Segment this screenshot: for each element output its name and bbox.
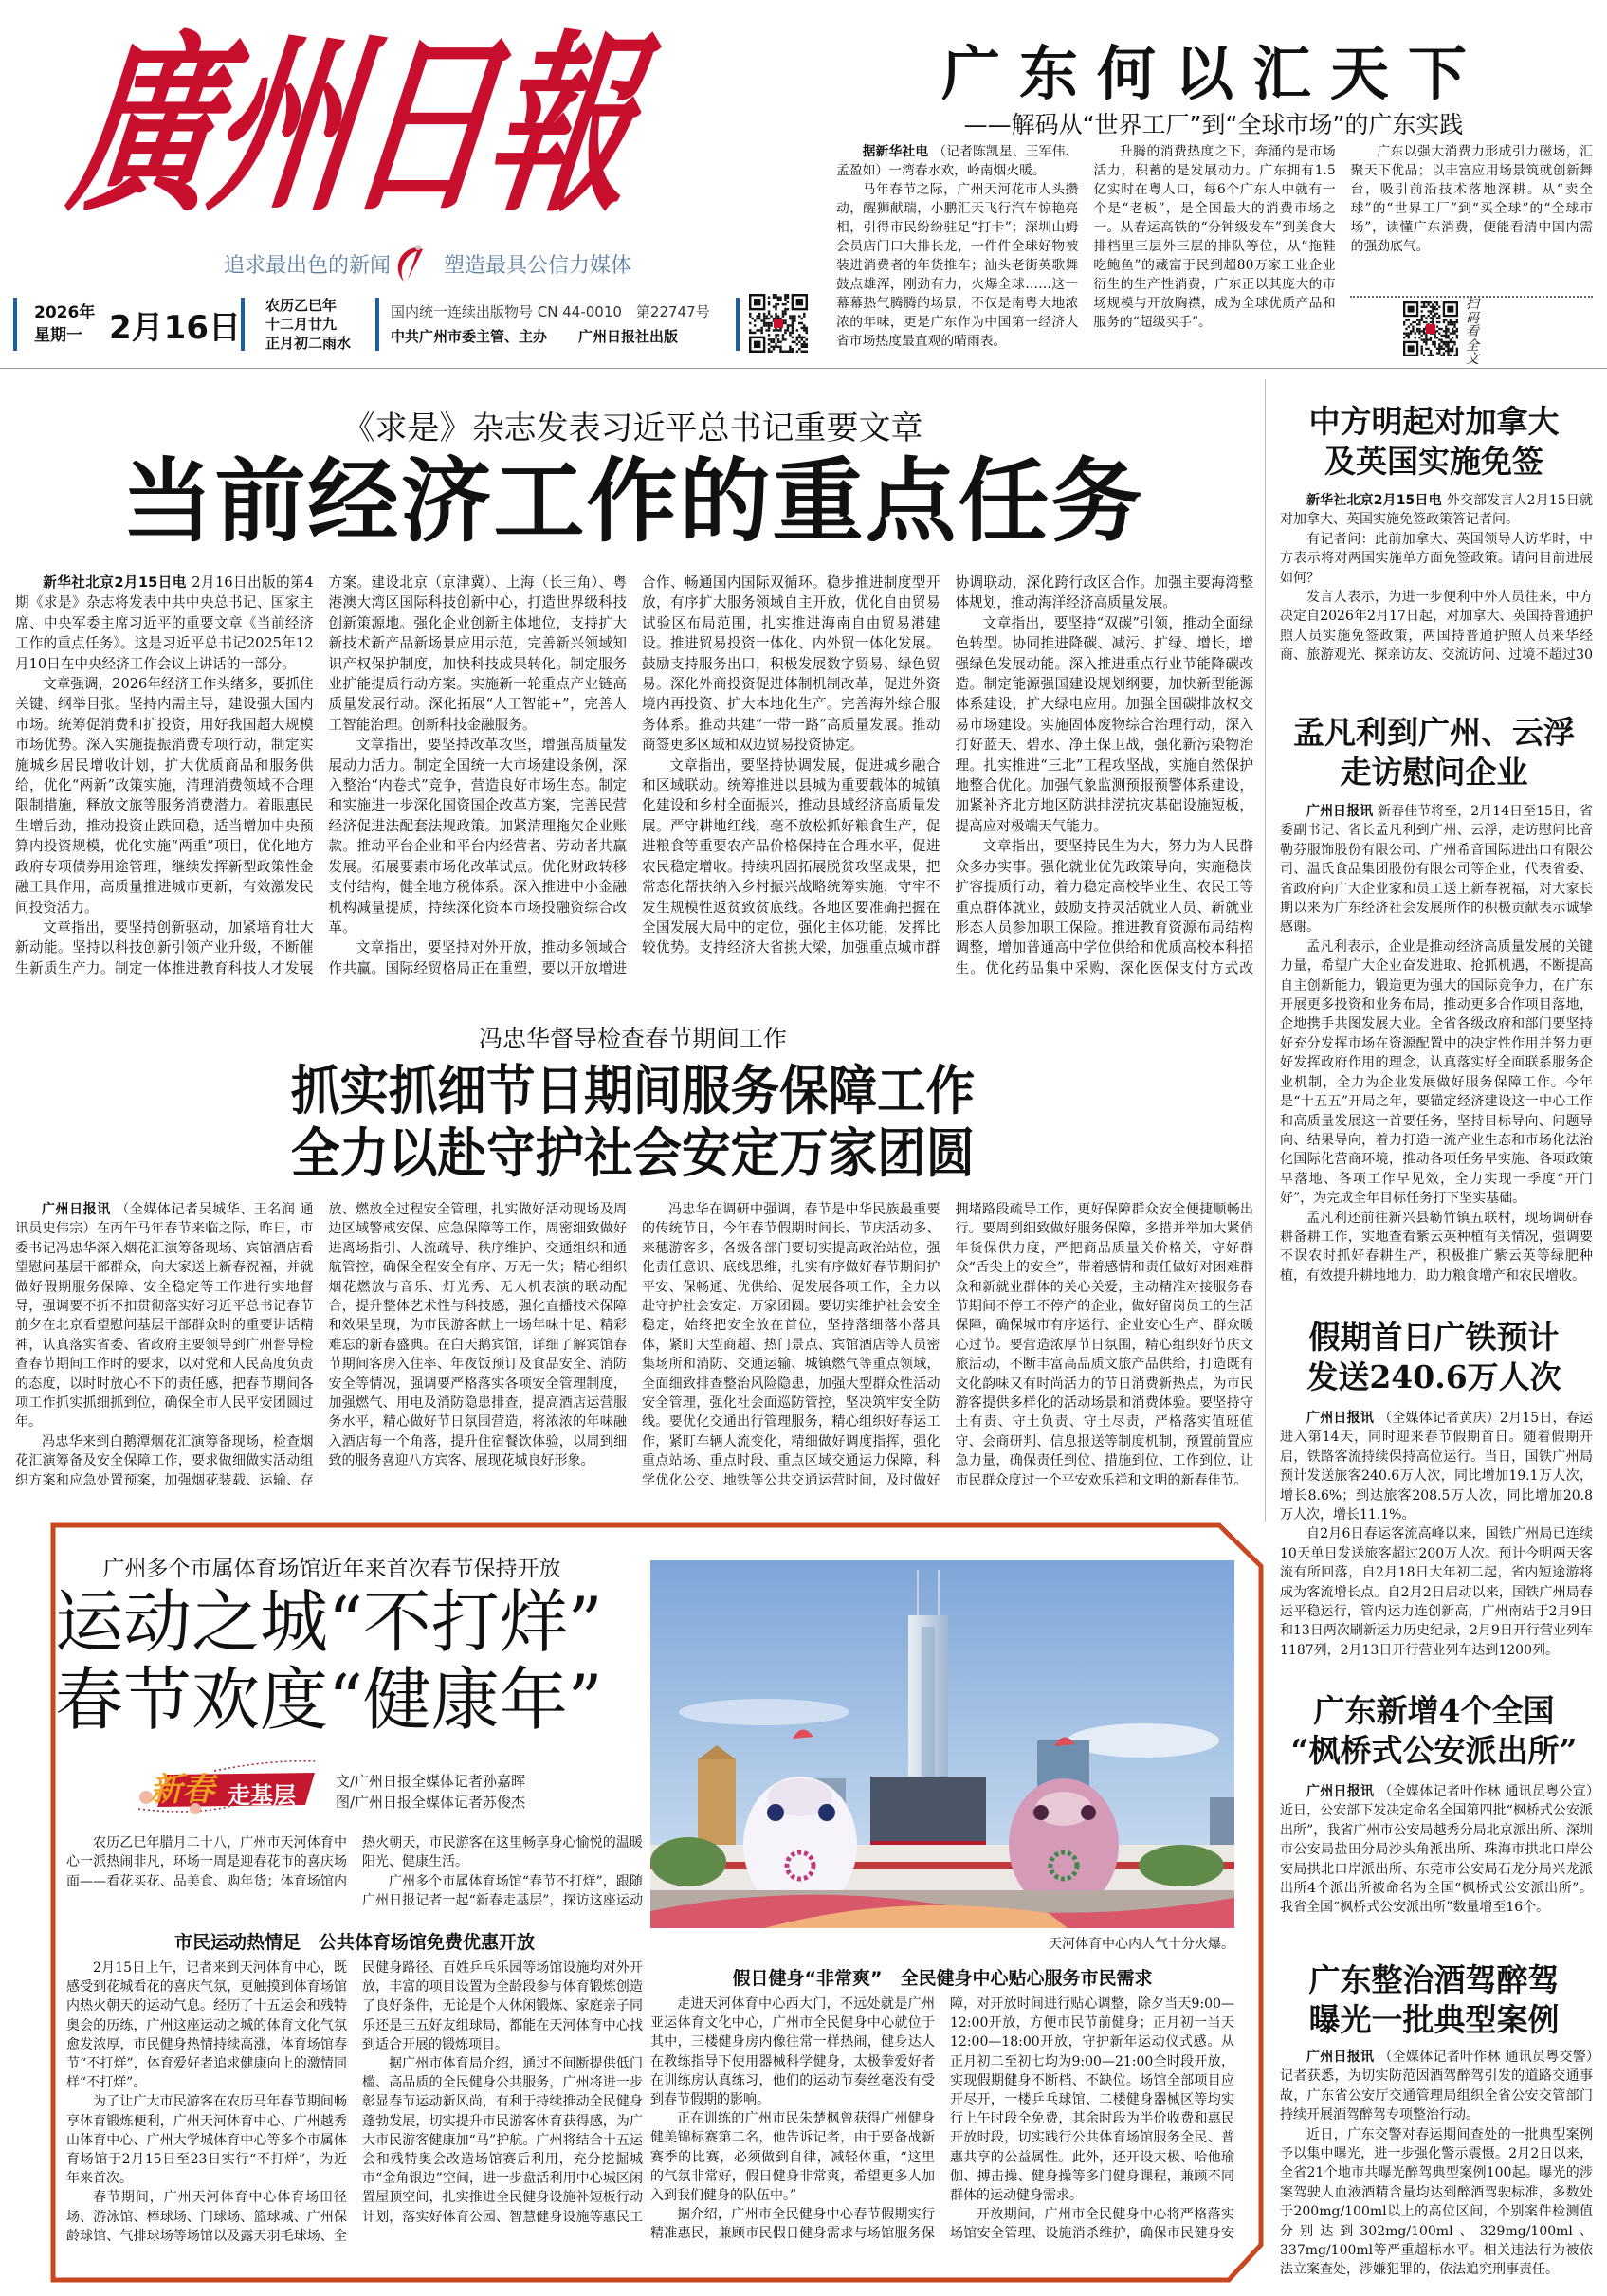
drunk-driving-headline[interactable]	[1275, 1960, 1593, 2040]
divider	[375, 298, 379, 351]
paragraph: 春节期间，广州天河体育中心体育场田径场、游泳馆、棒球场、门球场、篮球城、广州保龄球馆、气排球场等场馆以及露天羽毛球场、全民健身路径、百姓乒乓乐园等场馆设施均对外开放，丰富的项目设置为全龄段参与体育锻炼创造了良好条件，无论是个人休闲锻炼、家庭亲子同乐还是三五好友组球局，都能在天河体育中心找到适合开展的锻炼项目。	[66, 1960, 643, 2244]
dateline: 广州日报讯	[1306, 1411, 1379, 1426]
dateline: 广州日报讯	[1306, 804, 1379, 819]
big-screen	[870, 1777, 986, 1841]
second-headline[interactable]	[64, 1060, 1202, 1185]
paragraph: 农历乙巳年腊月二十八，广州市天河体育中心一派热闹非凡，环场一周是迎春花市的喜庆场面——看花买花、品美食、购年货；体育场馆内热火朝天，市民游客在这里畅享身心愉悦的温暖阳光、健康生活。	[66, 1835, 643, 1889]
second-kicker: 冯忠华督导检查春节期间工作	[478, 1025, 787, 1052]
police-body	[1280, 1782, 1593, 1943]
top-feature-title[interactable]: 广东何以汇天下	[940, 39, 1486, 108]
dateline: 广州日报讯	[1306, 1784, 1379, 1799]
photo-caption: 天河体育中心内人气十分火爆。	[1049, 1937, 1234, 1952]
paragraph: 据广州市体育局介绍，通过不间断提供低门槛、高品质的全民健身公共服务，广州将进一步彰显春节运动新风尚，有利于持续推动全民健身蓬勃发展，切实提升市民游客体育获得感，为广大市民游客健康加“马”护航。广州将结合十五运会和残特奥会改造场馆赛后利用，充分挖掘城市“金角银边”空间，进一步盘活利用中心城区闲置屋顶空间，扎实推进全民健身设施补短板行动计划，落实好体育公园、智慧健身设施等惠民工	[362, 2056, 643, 2225]
box-section1-body	[66, 1959, 643, 2260]
headline-line: 广东新增4个全国	[1313, 1692, 1555, 1729]
paragraph: 马年春节之际，广州天河花市人头攒动，醒狮献瑞，小鹏汇天飞行汽车惊艳亮相，引得市民纷纷驻足“打卡”；深圳山姆会员店门口大排长龙，一件件全球好物被装进消费者的年货推车；汕头老街英歌舞鼓点雄浑，刚劲有力，火爆全球……这一幕幕热气腾腾的场景，不仅是南粤大地浓浓的年味，更是广东作为中国第一经济大省市场热度最直观的晴雨表。	[836, 182, 1079, 349]
headline-line: 及英国实施免签	[1324, 443, 1543, 480]
drunk-driving-body	[1280, 2048, 1593, 2292]
paragraph: 文章指出，要坚持协调发展，促进城乡融合和区域联动。统筹推进以县城为重要载体的城镇化建设和乡村全面振兴，推动县域经济高质量发展。严守耕地红线，毫不放松抓好粮食生产，促进粮食等重要农产品价格保持在合理水平，促进农民稳定增收。持续巩固拓展脱贫攻坚成果，把常态化帮扶纳入乡村振兴战略统筹实施，守牢不发生规模性返贫致贫底线。各地区要准确把握在全国发展大局中的定位，强化主体功能，发挥比较优势。支持经济大省挑大梁，加强重点城市群协调联动，深化跨行政区合作。加强主要海湾整体规划，推动海洋经济高质量发展。	[642, 574, 1253, 957]
byline-text: 文/广州日报全媒体记者孙嘉晖	[336, 1773, 526, 1790]
new-spring-badge	[129, 1758, 319, 1814]
dateline: 广州日报讯	[1306, 2050, 1379, 2065]
tree	[650, 1837, 726, 1886]
paragraph: 正在训练的广州市民朱楚枫曾获得广州健身健美锦标赛第二名，他告诉记者，由于要备战新赛季的比赛，必须做到自律，减轻体重，“这里的气氛非常好，假日健身非常爽，希望更多人加入到我们健身的队伍中。”	[650, 2111, 935, 2204]
paragraph: 广州日报讯 （全媒体记者叶作林 通讯员粤交警）记者获悉，为切实防范因酒驾醉驾引发的道路交通事故，广东省公安厅交通管理局组织全省公安交管部门持续开展酒驾醉驾专项整治行动。	[1280, 2050, 1593, 2123]
cloud	[679, 1699, 849, 1725]
paragraph: 文章指出，要坚持民生为大，努力为人民群众多办实事。强化就业优先政策导向，实施稳岗扩容提质行动，着力稳定高校毕业生、农民工等重点群体就业，鼓励支持灵活就业人员、新就业形态人员参加职工保险。推进教育资源布局结构调整，增加普通高中学位供给和优质高校本科招生。优化药品集中采购，深化医保支付方式改	[955, 838, 1253, 976]
headline-line: 走访慰问企业	[1340, 754, 1528, 791]
rail-headline[interactable]	[1275, 1318, 1593, 1397]
paragraph: 广州多个市属体育场馆“春节不打烊”，跟随广州日报记者一起“新春走基层”，探访这座运动	[362, 1873, 643, 1909]
box-headline[interactable]	[55, 1583, 652, 1739]
meng-body	[1280, 802, 1593, 1295]
paragraph: 开放期间，广州市全民健身中心将严格落实场馆安全管理、设施消杀维护，确保市民健身安	[950, 2207, 1234, 2242]
date-year: 2026年	[34, 303, 96, 322]
paragraph: 孟凡利还前往新兴县簕竹镇五联村，现场调研春耕备耕工作，实地查看紫云英种植有关情况，强调要不误农时抓好春耕生产，积极推广紫云英等绿肥种植，有效提升耕地地力，助力粮食增产和农民增收。	[1280, 1210, 1593, 1284]
box-kicker: 广州多个市属体育场馆近年来首次春节保持开放	[102, 1557, 561, 1581]
headline-line: “枫桥式公安派出所”	[1290, 1732, 1578, 1769]
headline-line: 孟凡利到广州、云浮	[1293, 714, 1575, 751]
lunar-date	[265, 296, 351, 353]
box-section1-heading: 市民运动热情足 公共体育场馆免费优惠开放	[173, 1932, 535, 1953]
paragraph: 文章指出，要坚持对外开放，推动多领域合作共赢。国际经贸格局正在重塑，要以开放增进合作、畅通国内国际双循环。稳步推进制度型开放，有序扩大服务领域自主开放，优化自由贸易试验区布局范围，扎实推进海南自由贸易港建设。推进贸易投资一体化、内外贸一体化发展。鼓励支持服务出口，积极发展数字贸易、绿色贸易。深化外商投资促进体制机制改革，促进外资境内再投资、扩大本地化生产。完善海外综合服务体系。推动共建“一带一路”高质量发展。推动商签更多区域和双边贸易投资协定。	[328, 574, 940, 976]
paragraph: 文章指出，要坚持创新驱动，加紧培育壮大新动能。坚持以科技创新引领产业升级，不断催生新质生产力。制定一体推进教育科技人才发展方案。建设北京（京津冀）、上海（长三角）、粤港澳大湾区国际科技创新中心，打造世界级科技创新策源地。强化企业创新主体地位，支持扩大新技术新产品新场景应用示范，完善新兴领域知识产权保护制度，加快科技成果转化。制定服务业扩能提质行动方案。实施新一轮重点产业链高质量发展行动。深化拓展“人工智能+”，完善人工智能治理。创新科技金融服务。	[15, 574, 627, 976]
tianhe-sports-center-photo[interactable]	[650, 1560, 1234, 1928]
tree	[1139, 1845, 1224, 1886]
headline-line: 全力以赴守护社会安定万家团圆	[290, 1122, 976, 1185]
divider	[241, 298, 245, 351]
paragraph: 冯忠华在调研中强调，春节是中华民族最重要的传统节日，今年春节假期时间长、节庆活动多、来穗游客多，各级各部门要切实提高政治站位，强化责任意识、底线思维，扎实有序做好春节期间护平安、保畅通、优供给、促发展各项工作，全力以赴守护社会安定、万家团圆。要切实维护社会安全稳定，始终把安全放在首位，坚持落细落小落具体，紧盯大型商超、热门景点、宾馆酒店等人员密集场所和消防、交通运输、城镇燃气等重点领域，全面细致排查整治风险隐患，加强大型群众性活动安全管理，强化社会面巡防管控，坚决筑牢安全防线。要优化交通出行管理服务，精心组织好春运工作，紧盯车辆人流变化，精细做好调度指挥，强化重点站场、重点时段、重点区域交通运力保障，科学优化公交、地铁等公共交通运营时间，及时做好拥堵路段疏导工作，更好保障群众安全便捷顺畅出行。要周到细致做好服务保障，多措并举加大紧俏年货保供力度，严把商品质量关价格关，守好群众“舌尖上的安全”，带着感情和责任做好对困难群众和新就业群体的关心关爱，主动精准对接服务春节期间不停工不停产的企业，做好留岗员工的生活保障，确保城市有序运行、企业安心生产、群众暖心过节。要营造浓厚节日氛围，精心组织好节庆文旅活动，不断丰富高品质文旅产品供给，打造既有文化韵味又有时尚活力的节日消费新热点，为市民游客提供多样化的活动场景和消费体验。要坚持守土有责、守土负责、守土尽责，严格落实值班值守、会商研判、信息报送等制度机制，预置前置应急力量，确保责任到位、措施到位、工作到位，让市民群众度过一个平安欢乐祥和文明的新春佳节。	[642, 1202, 1253, 1488]
lunar-line: 农历乙巳年	[265, 297, 338, 314]
paragraph: 新华社北京2月15日电 外交部发言人2月15日就对加拿大、英国实施免签政策答记者问。	[1280, 493, 1593, 528]
second-body	[15, 1200, 1253, 1503]
publication-number: 国内统一连续出版物号 CN 44-0010 第22747号	[391, 303, 710, 320]
qr-code[interactable]	[749, 294, 808, 353]
top-feature-subtitle: ——解码从“世界工厂”到“全球市场”的广东实践	[963, 111, 1464, 138]
paragraph: 自2月6日春运客流高峰以来，国铁广州局已连续10天单日发送旅客超过200万人次。预计今明两天客流有所回落，自2月18日大年初二起，省内短途游将成为客流增长点。自2月2日启动以来，国铁广州局春运平稳运行，管内运力连创新高，广州南站于2月9日和13日两次刷新运力历史纪录，2月9日开行营业列车1187列，2月13日开行营业列车达到1200列。	[1280, 1526, 1593, 1658]
headline-line: 曝光一批典型案例	[1308, 2001, 1560, 2038]
paragraph: 广州日报讯 新春佳节将至，2月14日至15日，省委副书记、省长孟凡利到广州、云浮，走访慰问比音勒芬服饰股份有限公司、广州希音国际进出口有限公司、温氏食品集团股份有限公司等企业，代表省委、省政府向广大企业家和员工送上新春祝福，对大家长期以来为广东经济社会发展所作的积极贡献表示诚挚感谢。	[1280, 804, 1593, 936]
paragraph: 广州日报讯 （全媒体记者黄庆）2月15日，春运进入第14天，同时迎来春节假期首日。随着假期开启，铁路客流持续保持高位运行。当日，国铁广州局预计发送旅客240.6万人次，同比增加19.1万人次，增长8.6%；到达旅客208.5万人次，同比增加20.8万人次，增长11.1%。	[1280, 1411, 1593, 1523]
lunar-line: 十二月廿九	[265, 316, 338, 333]
box-section2-body	[650, 1995, 1234, 2262]
dateline: 广州日报讯	[42, 1202, 117, 1217]
paragraph: 近日，广东交警对春运期间查处的一批典型案例予以集中曝光，进一步强化警示震慑。2月2日以来，全省21个地市共曝光醉驾典型案例100起。曝光的涉案驾驶人血液酒精含量均达到醉酒驾驶标准，多数处于200mg/100ml以上的高位区间，个别案件检测值分别达到302mg/100ml、329mg/100ml、337mg/100ml等严重超标水平。相关违法行为被依法立案查处，涉嫌犯罪的，依法追究刑事责任。	[1280, 2126, 1593, 2278]
date-main: 2月16日	[109, 309, 241, 347]
headline-line: 中方明起对加拿大	[1308, 403, 1560, 440]
paragraph: 走进天河体育中心西大门，不远处就是广州亚运体育文化中心，广州市全民健身中心就位于其中，三楼健身房内像往常一样热闹，健身达人在教练指导下使用器械科学健身，太极拳爱好者在训练房认真练习，他们的运动节奏丝毫没有受到春节假期的影响。	[650, 1996, 935, 2108]
paragraph: 2月15日上午，记者来到天河体育中心，既感受到花城看花的喜庆气氛，更触摸到体育场馆内热火朝天的运动气息。经历了十五运会和残特奥会的历练，广州这座运动之城的体育文化气氛愈发浓厚，市民健身热情持续高涨，体育场馆春节“不打烊”，体育爱好者追求健康向上的激情同样“不打烊”。	[66, 1960, 347, 2091]
dateline: 新华社北京2月15日电	[43, 574, 192, 591]
slogan-right: 塑造最具公信力媒体	[444, 254, 632, 278]
lunar-line: 正月初二雨水	[265, 335, 352, 352]
meng-headline[interactable]	[1275, 713, 1593, 793]
visa-body	[1280, 491, 1593, 694]
paragraph: 有记者问：此前加拿大、英国领导人访华时，中方表示将对两国实施单方面免签政策。请问目前进展如何？	[1280, 531, 1593, 586]
byline-photo: 图/广州日报全媒体记者苏俊杰	[336, 1794, 526, 1811]
paragraph: 文章指出，要坚持改革攻坚，增强高质量发展动力活力。制定全国统一大市场建设条例，深入整治“内卷式”竞争，营造良好市场生态。制定和实施进一步深化国资国企改革方案，完善民营经济促进法配套法规政策。加紧清理拖欠企业账款。推动平台企业和平台内经营者、劳动者共赢发展。拓展要素市场化改革试点。优化财政转移支付结构，健全地方税体系。深入推进中小金融机构减量提质，持续深化资本市场投融资综合改革。	[328, 737, 627, 936]
divider	[13, 298, 17, 351]
box-intro	[66, 1833, 643, 1917]
masthead-logo: 廣州日報	[60, 12, 646, 239]
qr-label: 扫码看全文	[1466, 297, 1479, 367]
paragraph: 发言人表示，为进一步便利中外人员往来，中方决定自2026年2月17日起，对加拿大、英国持普通护照人员实施免签政策，两国持普通护照人员来华经商、旅游观光、探亲访友、交流访问、过境不超过30	[1280, 590, 1593, 664]
paragraph: 孟凡利表示，企业是推动经济高质量发展的关键力量，希望广大企业奋发进取、抢抓机遇，不断提高自主创新能力，锻造更为强大的国际竞争力，在广东开展更多投资和业务布局，推动更多合作项目落地，企地携手共图发展大业。全省各级政府和部门要坚持好充分发挥市场在资源配置中的决定性作用并努力更好发挥政府作用的理念，认真落实好全面联系服务企业机制，全力为企业发展做好服务保障工作。今年是“十五五”开局之年，要锚定经济建设这一中心工作和高质量发展这一首要任务，坚持目标导向、问题导向、结果导向，着力打造一流产业生态和市场化法治化国际化营商环境，推动各项任务早实施、各项政策早落地、各项工作早见效，全力实现一季度“开门好”，为完成全年目标任务打下坚实基础。	[1280, 938, 1593, 1207]
newspaper-emblem-icon	[389, 242, 436, 287]
paragraph: 文章指出，要坚持“双碳”引领，推动全面绿色转型。协同推进降碳、减污、扩绿、增长，增强绿色发展动能。深入推进重点行业节能降碳改造。制定能源强国建设规划纲要，加快新型能源体系建设，扩大绿电应用。加强全国碳排放权交易市场建设。实施固体废物综合治理行动，深入打好蓝天、碧水、净土保卫战，强化新污染物治理。扎实推进“三北”工程攻坚战，实施自然保护地整合优化。加强气象监测预报预警体系建设，加紧补齐北方地区防洪排涝抗灾基础设施短板，提高应对极端天气能力。	[955, 614, 1253, 834]
lead-body	[15, 573, 1253, 997]
divider	[736, 298, 740, 351]
slogan-left: 追求最出色的新闻	[224, 254, 392, 278]
paragraph: 为了让广大市民游客在农历马年春节期间畅享体育锻炼便利，广州天河体育中心、广州越秀山体育中心、广州大学城体育中心等多个市属体育场馆于2月15日至23日实行“不打烊”，为近年来首次。	[66, 2094, 347, 2187]
paragraph: 据介绍，广州市全民健身中心春节假期实行精准惠民，兼顾市民假日健身需求与场馆服务保障，对开放时间进行贴心调整，除夕当天9:00—12:00开放，方便市民节前健身；正月初一当天12:00—18:00开放，守护新年运动仪式感。从正月初二至初七均为9:00—21:00全时段开放，实现假期健身不断档、不缺位。场馆全部项目应开尽开，一楼乒乓球馆、二楼健身器械区等均实行上午时段全免费，其余时段为半价收费和惠民开放时段，切实践行公共体育场馆服务全民、普惠共享的公益属性。此外，还开设太极、哈他瑜伽、搏击操、健身操等多门健身课程，兼顾不同群体的运动健身需求。	[650, 1996, 1234, 2242]
badge-main: 新春	[150, 1771, 214, 1809]
paragraph: 新华社北京2月15日电 2月16日出版的第4期《求是》杂志将发表中共中央总书记、国家主席、中央军委主席习近平的重要文章《当前经济工作的重点任务》。这是习近平总书记2025年12月10日在中央经济工作会议上讲话的一部分。	[15, 574, 314, 672]
paragraph: 文章强调，2026年经济工作头绪多，要抓住关键、纲举目张。坚持内需主导，建设强大国内市场。统筹促消费和扩投资，用好我国超大规模市场优势。深入实施提振消费专项行动，制定实施城乡居民增收计划，扩大优质商品和服务供给，优化“两新”政策实施，清理消费领域不合理限制措施，释放文旅等服务消费潜力。着眼惠民生增后劲，推动投资止跌回稳，适当增加中央预算内投资规模，优化实施“两重”项目，优化地方政府专项债券用途管理，继续发挥新型政策性金融工具作用，高质量推进城市更新，有效激发民间投资活力。	[15, 676, 314, 916]
rail-body	[1280, 1409, 1593, 1665]
box-section2-heading: 假日健身“非常爽” 全民健身中心贴心服务市民需求	[732, 1968, 1153, 1989]
byline	[336, 1771, 525, 1813]
qr-code[interactable]	[1403, 301, 1458, 356]
headline-line: 运动之城“不打烊”	[55, 1582, 603, 1662]
sponsor: 中共广州市委主管、主办	[391, 328, 548, 345]
police-headline[interactable]	[1275, 1691, 1593, 1771]
publisher: 广州日报社出版	[578, 328, 679, 345]
lead-headline[interactable]: 当前经济工作的重点任务	[121, 447, 1144, 555]
headline-line: 假期首日广铁预计	[1308, 1319, 1560, 1356]
headline-line: 发送240.6万人次	[1306, 1358, 1561, 1395]
paragraph: 冯忠华来到白鹅潭烟花汇演筹备现场，检查烟花汇演筹备及安全保障工作，要求做细做实活动组织方案和应急处置预案，加强烟花装载、运输、存放、燃放全过程安全管理，扎实做好活动现场及周边区域警戒安保、应急保障等工作，周密细致做好进离场指引、人流疏导、秩序维护、交通组织和通航管控，确保全程安全有序、万无一失；精心组织烟花燃放与音乐、灯光秀、无人机表演的联动配合，提升整体艺术性与科技感，强化直播技术保障和效果呈现，为市民游客献上一场年味十足、精彩难忘的新春盛典。在白天鹅宾馆，详细了解宾馆春节期间客房入住率、年夜饭预订及食品安全、消防安全等情况，强调要严格落实各项安全管理制度，加强燃气、用电及消防隐患排查，提高酒店运营服务水平，精心做好节日氛围营造，将浓浓的年味融入酒店每一个角落，提升住宿餐饮体验，以周到细致的服务喜迎八方宾客、展现花城良好形象。	[15, 1202, 627, 1488]
lead-kicker: 《求是》杂志发表习近平总书记重要文章	[342, 410, 923, 447]
dateline: 据新华社电	[862, 144, 934, 159]
paragraph: 广州日报讯 （全媒体记者叶作林 通讯员粤公宣）近日，公安部下发决定命名全国第四批“枫桥式公安派出所”，我省广州市公安局越秀分局北京派出所、深圳市公安局盐田分局沙头角派出所、珠海市拱北口岸公安局拱北口岸派出所、东莞市公安局石龙分局兴龙派出所4个派出所被命名为全国“枫桥式公安派出所”。我省全国“枫桥式公安派出所”数量增至16个。	[1280, 1784, 1593, 1916]
date-weekday: 星期一	[34, 326, 82, 345]
cloud	[1068, 1723, 1219, 1758]
headline-line: 抓实抓细节日期间服务保障工作	[290, 1060, 976, 1122]
masthead-rule	[0, 368, 1607, 369]
visa-headline[interactable]	[1275, 402, 1593, 482]
headline-line: 广东整治酒驾醉驾	[1308, 1961, 1560, 1998]
paragraph: 广东以强大消费力形成引力磁场，汇聚天下优品；以丰富应用场景筑就创新舞台，吸引前沿技术落地深耕。从“卖全球”的“世界工厂”到“买全球”的“全球市场”，读懂广东消费，便能看清中国内需的强劲底气。	[1350, 144, 1593, 254]
dateline: 新华社北京2月15日电	[1306, 493, 1447, 508]
paragraph: 升腾的消费热度之下，奔涌的是市场活力，积蓄的是发展动力。广东拥有1.5亿实时在粤人口，每6个广东人中就有一个是“老板”，是全国最大的消费市场之一。从春运高铁的“分钟级发车”到美食大排档里三层外三层的排队等位，从“拖鞋吃鲍鱼”的藏富于民到超80万家工业企业衍生的生产性消费，广东正以其庞大的市场规模与开放胸襟，成为全球优质产品和服务的“超级买手”。	[1093, 144, 1336, 330]
paragraph: 据新华社电 （记者陈凯星、王军伟、孟盈如）一湾春水欢，岭南烟火暖。	[836, 144, 1079, 178]
badge-sub: 走基层	[228, 1782, 296, 1809]
column-rule	[1265, 379, 1266, 1522]
headline-line: 春节欢度“健康年”	[55, 1660, 603, 1740]
paragraph: 广州日报讯 （全媒体记者吴城华、王名润 通讯员史伟宗）在丙午马年春节来临之际，昨日，市委书记冯忠华深入烟花汇演筹备现场、宾馆酒店看望慰问基层干部群众，向大家送上新春祝福，并就做好假期服务保障、安全稳定等工作进行实地督导，强调要不折不扣贯彻落实好习近平总书记春节前夕在北京看望慰问基层干部群众时的重要讲话精神，认真落实省委、省政府主要领导到广州督导检查春节期间工作时的要求，以对党和人民高度负责的态度，以时时放心不下的责任感，把春节期间各项工作抓实抓细抓到位，确保全市人民平安团圆过年。	[15, 1202, 314, 1430]
